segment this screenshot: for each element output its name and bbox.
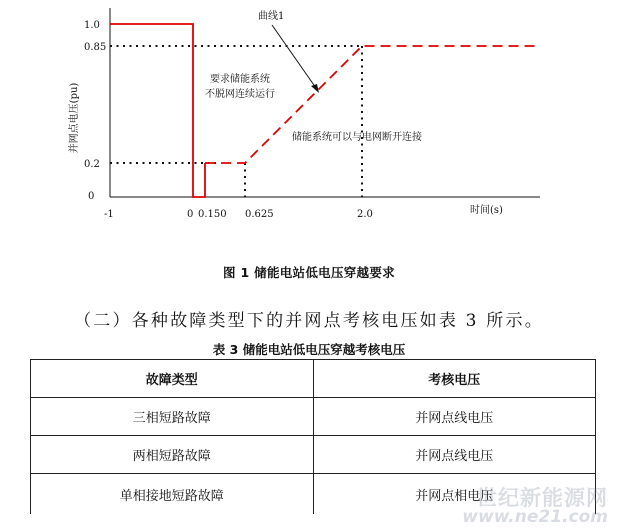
x-tick-neg1: -1 [104, 209, 114, 220]
header-fault-type: 故障类型 [31, 360, 314, 398]
y-tick-1-0: 1.0 [84, 20, 100, 31]
y-tick-0-2: 0.2 [84, 159, 100, 170]
annotation-lower: 储能系统可以与电网断开连接 [292, 132, 422, 143]
cell-fault-type: 三相短路故障 [31, 398, 314, 436]
cell-voltage: 并网点线电压 [313, 436, 596, 474]
curve-label: 曲线1 [258, 11, 285, 22]
watermark-line1: 世纪新能源网 [476, 486, 608, 511]
curve-dashed [205, 46, 540, 163]
curve-label-arrowhead [311, 84, 319, 93]
y-tick-0-85: 0.85 [84, 42, 107, 53]
table-caption: 表 3 储能电站低电压穿越考核电压 [212, 342, 406, 357]
header-voltage: 考核电压 [313, 360, 596, 398]
curve-solid [110, 24, 205, 197]
x-tick-0: 0 [187, 209, 194, 220]
x-axis-label: 时间(s) [470, 205, 503, 216]
cell-voltage: 并网点线电压 [313, 398, 596, 436]
body-paragraph: （二）各种故障类型下的并网点考核电压如表 3 所示。 [74, 311, 544, 331]
cell-fault-type: 两相短路故障 [31, 436, 314, 474]
y-tick-0: 0 [88, 191, 95, 202]
annotation-upper-1: 要求储能系统 [210, 74, 270, 85]
lvrt-figure [0, 0, 618, 255]
annotation-upper-2: 不脱网连续运行 [205, 89, 275, 100]
table-header-row [31, 360, 596, 398]
x-tick-2-0: 2.0 [357, 209, 373, 220]
watermark-line2: www.ne21.com [462, 507, 608, 528]
x-tick-0-625: 0.625 [245, 209, 274, 220]
cell-voltage: 并网点相电压 [313, 474, 596, 515]
table-row [31, 398, 596, 436]
cell-fault-type: 单相接地短路故障 [31, 474, 314, 515]
table-row [31, 436, 596, 474]
x-tick-0-150: 0.150 [198, 209, 227, 220]
figure-caption: 图 1 储能电站低电压穿越要求 [223, 265, 395, 280]
watermark [462, 487, 608, 527]
curve-label-pointer [272, 25, 316, 88]
y-axis-label: 并网点电压(pu) [69, 82, 80, 154]
